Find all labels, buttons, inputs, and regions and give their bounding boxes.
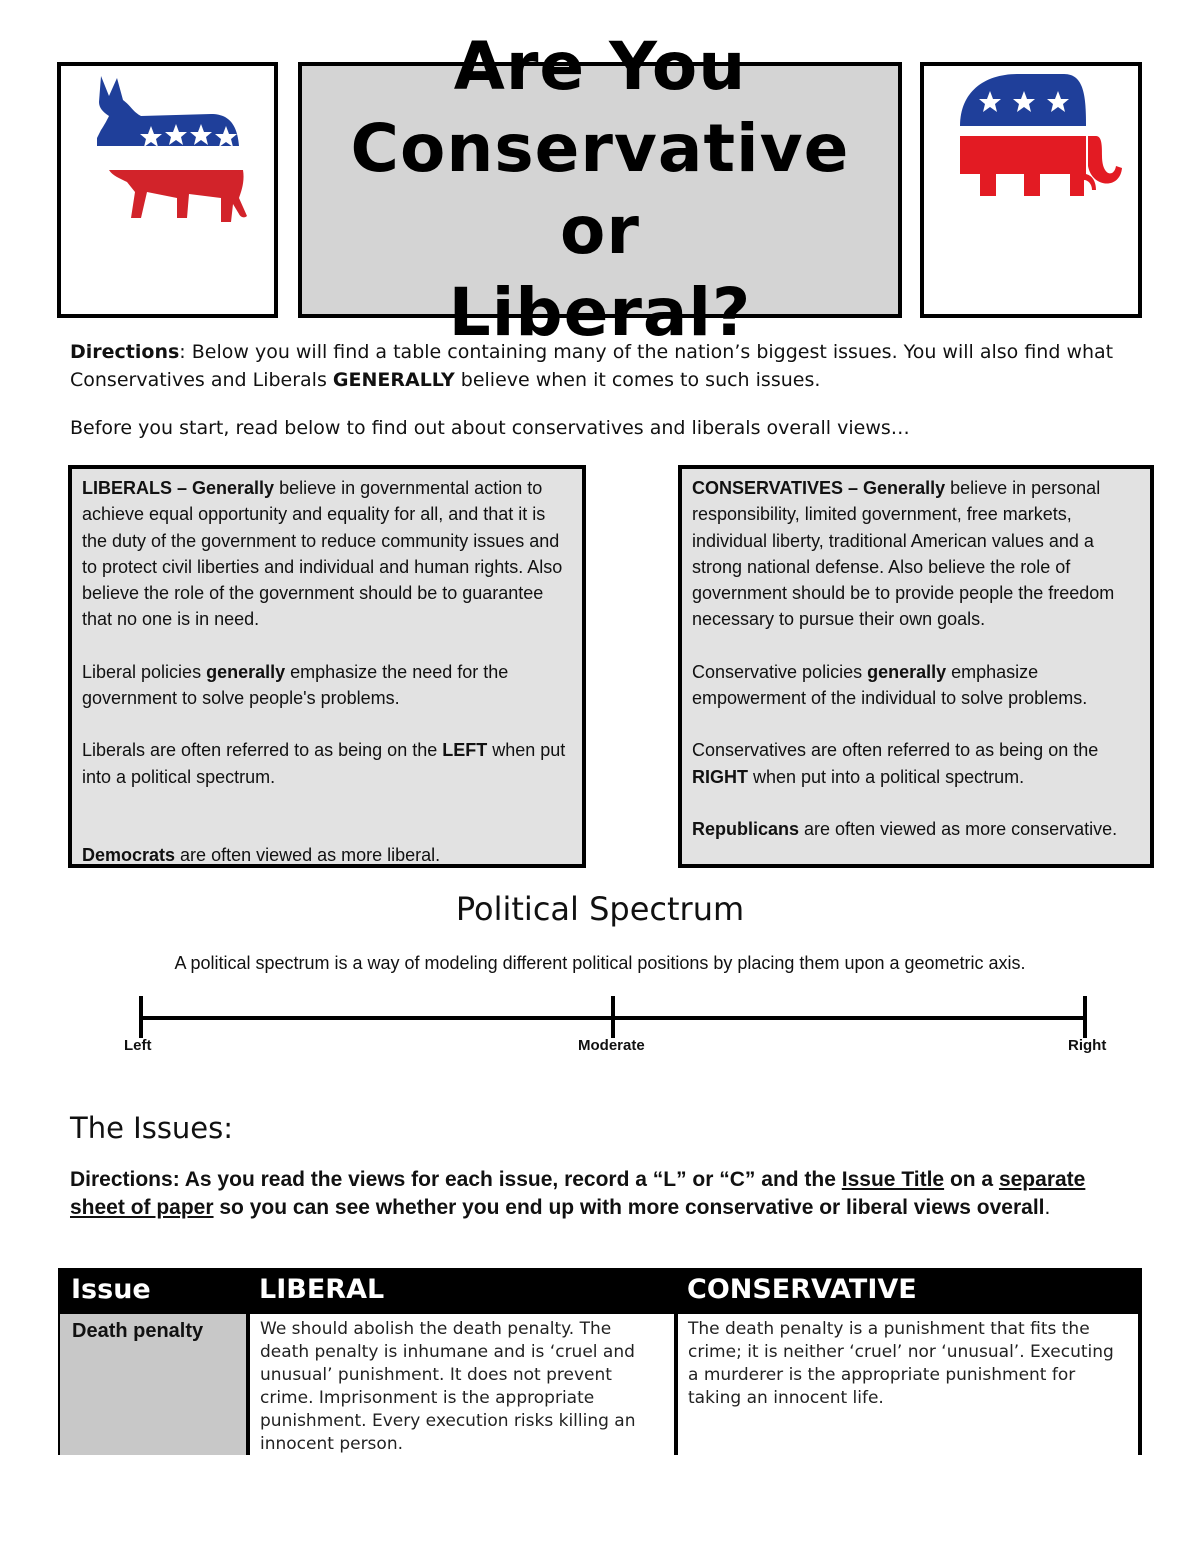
title-box	[298, 28, 902, 351]
page-title: Are You Conservative or Liberal?	[350, 28, 850, 351]
directions-label: Directions	[70, 341, 180, 363]
issues-directions: Directions: As you read the views for each issue, record a “L” or “C” and the Issue Title on a separate sheet of paper so you can see whether you end up with more conservative or liberal views overall.	[70, 1168, 1086, 1219]
table-border-left	[58, 1314, 60, 1455]
before-you-start-text: Before you start, read below to find out about conservatives and liberals overall views…	[70, 417, 910, 439]
issues-table-header	[58, 1268, 1142, 1314]
democrat-logo-box	[57, 62, 278, 318]
spectrum-label-moderate: Moderate	[578, 1037, 645, 1054]
conservatives-info-box: CONSERVATIVES – Generally believe in personal responsibility, limited government, free markets, individual liberty, traditional American values and a strong national defense. Also believe the role of government should be to provide people the freedom necessary to pursue their own goals. Conservative policies generally emphasize empowerment of the individual to solve problems. Conservatives are often referred to as being on the RIGHT when put into a political spectrum. Republicans are often viewed as more conservative.	[678, 465, 1154, 868]
spectrum-description: A political spectrum is a way of modeling different political positions by placing them upon a geometric axis.	[174, 953, 1026, 973]
democrat-donkey-icon	[61, 66, 274, 314]
liberals-info-box: LIBERALS – Generally believe in governmental action to achieve equal opportunity and equality for all, and that it is the duty of the government to reduce community issues and to protect civil liberties and individual and human rights. Also believe the role of the government should be to guarantee that no one is in need. Liberal policies generally emphasize the need for the government to solve people's problems. Liberals are often referred to as being on the LEFT when put into a political spectrum. Democrats are often viewed as more liberal.	[68, 465, 586, 868]
issue-cell-death-penalty: Death penalty	[60, 1314, 246, 1455]
spectrum-title: Political Spectrum	[455, 890, 745, 928]
spectrum-axis	[130, 992, 1100, 1042]
republican-elephant-icon	[924, 66, 1138, 314]
conservative-view-death-penalty: The death penalty is a punishment that fits the crime; it is neither ‘cruel’ nor ‘unusual’. Executing a murderer is the appropriate punishment for taking an innocent life.	[678, 1314, 1138, 1455]
spectrum-label-right: Right	[1068, 1037, 1107, 1054]
republican-logo-box	[920, 62, 1142, 318]
header-issue: Issue	[71, 1274, 151, 1305]
spectrum-label-left: Left	[124, 1037, 152, 1054]
header-liberal: LIBERAL	[259, 1274, 385, 1305]
header-conservative: CONSERVATIVE	[687, 1274, 917, 1305]
issues-heading: The Issues:	[70, 1111, 234, 1145]
liberal-view-death-penalty: We should abolish the death penalty. The death penalty is inhumane and is ‘cruel and unusual’ punishment. It does not prevent crime. Imprisonment is the appropriate punishment. Every execution risks killing an innocent person.	[250, 1314, 674, 1455]
table-border-right	[1138, 1314, 1142, 1455]
directions-paragraph: Directions: Below you will find a table containing many of the nation’s biggest issues. You will also find what Conservatives and Liberals GENERALLY believe when it comes to such issues.	[70, 341, 1114, 391]
